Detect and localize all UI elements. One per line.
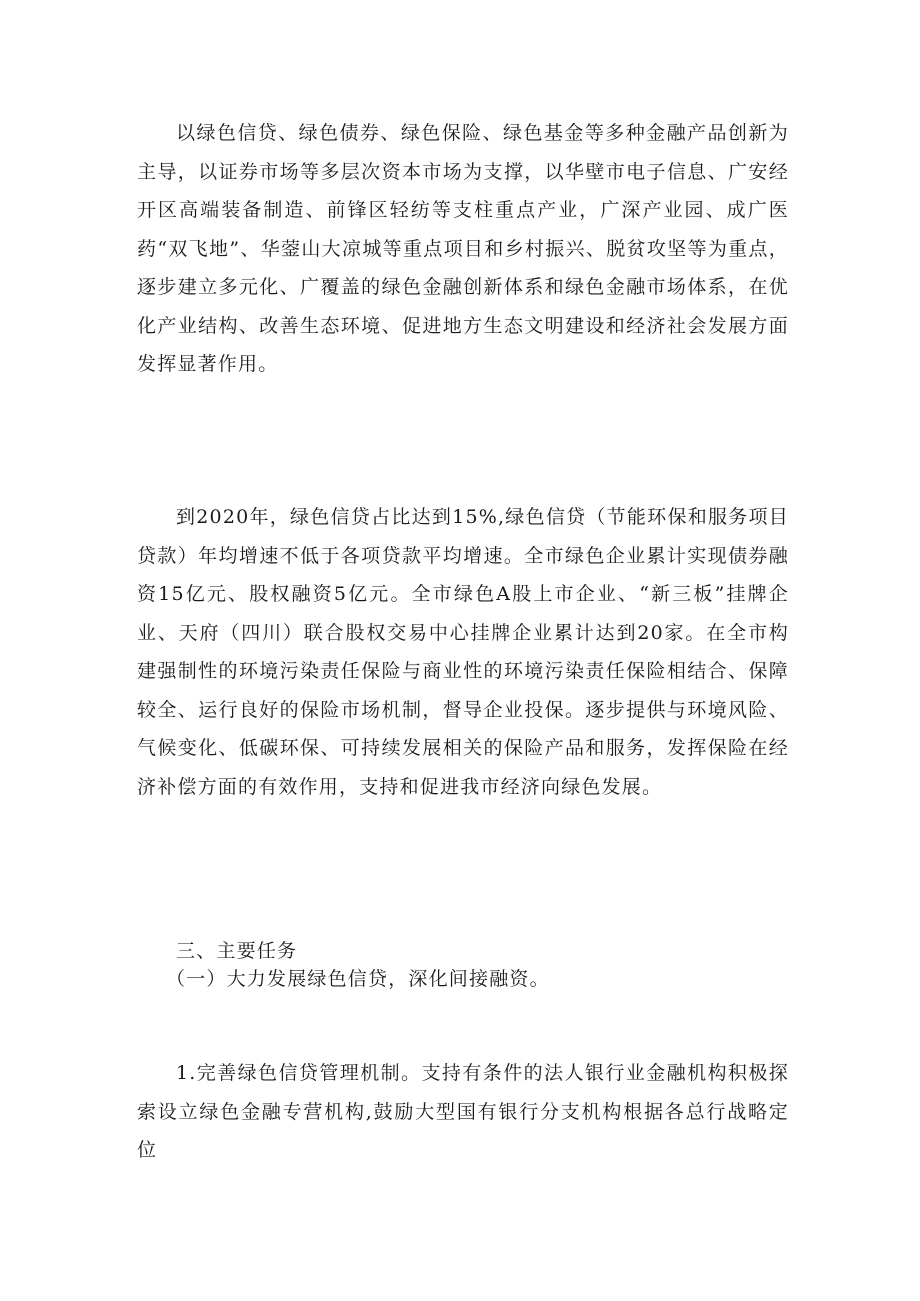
section-heading-main-tasks: 三、主要任务 [176, 940, 298, 962]
subsection-heading-green-credit: （一）大力发展绿色信贷，深化间接融资。 [166, 968, 550, 990]
body-paragraph-goals: 以绿色信贷、绿色债券、绿色保险、绿色基金等多种金融产品创新为主导，以证券市场等多层次资本市场为支撑，以华壁市电子信息、广安经开区高端装备制造、前锋区轻纺等支柱重点产业，广深产业园、成广医药“双飞地”、华蓥山大凉城等重点项目和乡村振兴、脱贫攻坚等为重点，逐步建立多元化、广覆盖的绿色金融创新体系和绿色金融市场体系，在优化产业结构、改善生态环境、促进地方生态文明建设和经济社会发展方面发挥显著作用。 [137, 122, 789, 375]
body-paragraph-targets-2020: 到2020年，绿色信贷占比达到15%,绿色信贷（节能环保和服务项目贷款）年均增速不低于各项贷款平均增速。全市绿色企业累计实现债券融资15亿元、股权融资5亿元。全市绿色A股上市企业、“新三板”挂牌企业、天府（四川）联合股权交易中心挂牌企业累计达到20家。在全市构建强制性的环境污染责任保险与商业性的环境污染责任保险相结合、保障较全、运行良好的保险市场机制，督导企业投保。逐步提供与环境风险、气候变化、低碳环保、可持续发展相关的保险产品和服务，发挥保险在经济补偿方面的有效作用，支持和促进我市经济向绿色发展。 [137, 506, 789, 798]
body-paragraph-item-1: 1.完善绿色信贷管理机制。支持有条件的法人银行业金融机构积极探索设立绿色金融专营机构,鼓励大型国有银行分支机构根据各总行战略定位 [137, 1062, 789, 1161]
